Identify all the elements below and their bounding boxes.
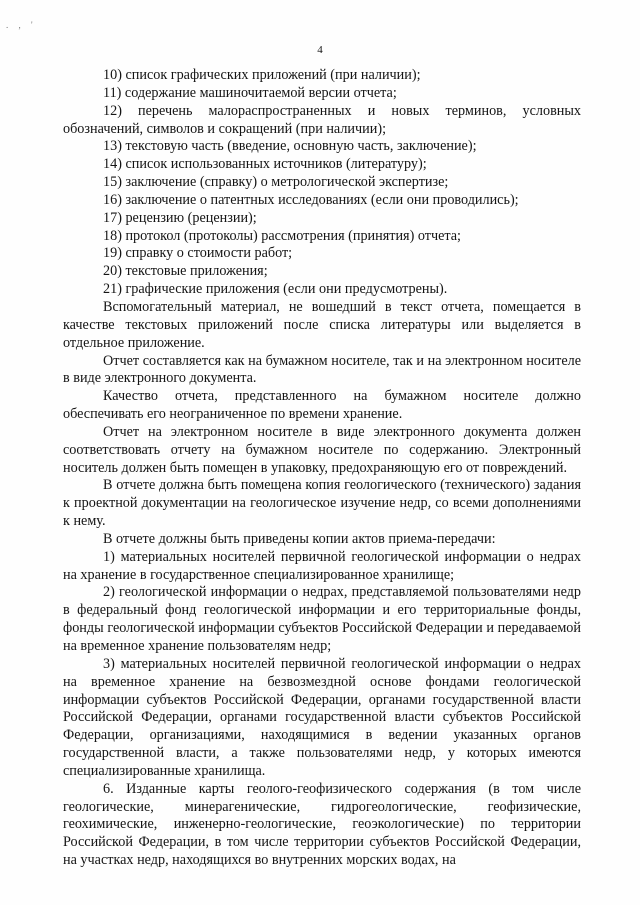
list-item-17: 17) рецензию (рецензии); [103,209,257,226]
paragraph-report-quality: Качество отчета, представленного на бумажном носителе должно обеспечивать его неограниченное по времени хранение. [63,388,581,423]
list-item-21: 21) графические приложения (если они предусмотрены). [103,281,448,298]
document-body [63,67,581,870]
transfer-act-item-3: 3) материальных носителей первичной геологической информации о недрах на временное хранение на безвозмездной основе фондами геологической информации субъектов Российской Федерации, органами государственной власти Российской Федерации, органами государственной власти субъектов Российской Федерации, организациями, находящимися в ведении указанных органов государственной власти, а также пользователями недр, у которых имеются специализированные хранилища. [63,655,581,779]
transfer-act-item-2: 2) геологической информации о недрах, представляемой пользователями недр в федеральный фонд геологической информации и его территориальные фонды, фонды геологической информации субъектов Российской Федерации и передаваемой на временное хранение пользователям недр; [63,584,581,654]
paragraph-auxiliary-material: Вспомогательный материал, не вошедший в текст отчета, помещается в качестве текстовых приложений после списка литературы или выделяется в отдельное приложение. [63,298,581,351]
paragraph-assignment-copy: В отчете должна быть помещена копия геологического (технического) задания к проектной документации на геологическое изучение недр, со всеми дополнениями к нему. [63,477,581,530]
list-item-19: 19) справку о стоимости работ; [103,245,293,262]
page-number: 4 [317,44,323,56]
list-item-12: 12) перечень малораспространенных и новых терминов, условных обозначений, символов и сокращений (при наличии); [63,102,581,137]
list-item-18: 18) протокол (протоколы) рассмотрения (принятия) отчета; [103,227,462,244]
section-6-published-maps: 6. Изданные карты геолого-геофизического содержания (в том числе геологические, минерагенические, гидрогеологические, геофизические, геохимические, инженерно-геологические, геоэкологические) по территории Российской Федерации, в том числе территории субъектов Российской Федерации, на участках недр, находящихся во внутренних морских водах, на [63,780,581,869]
paragraph-electronic-report: Отчет на электронном носителе в виде электронного документа должен соответствовать отчету на бумажном носителе по содержанию. Электронный носитель должен быть помещен в упаковку, предохраняющую его от повреждений. [63,423,581,476]
list-item-13: 13) текстовую часть (введение, основную часть, заключение); [103,138,477,155]
list-item-15: 15) заключение (справку) о метрологической экспертизе; [103,174,449,191]
list-item-11: 11) содержание машиночитаемой версии отчета; [103,84,397,101]
list-item-16: 16) заключение о патентных исследованиях (если они проводились); [103,191,519,208]
scan-artifact-marks: . , ' [6,20,37,30]
list-item-10: 10) список графических приложений (при наличии); [103,67,421,83]
paragraph-report-media: Отчет составляется как на бумажном носителе, так и на электронном носителе в виде электронного документа. [63,352,581,387]
paragraph-transfer-acts: В отчете должны быть приведены копии актов приема-передачи: [103,530,496,547]
list-item-20: 20) текстовые приложения; [103,263,268,280]
transfer-act-item-1: 1) материальных носителей первичной геологической информации о недрах на хранение в государственное специализированное хранилище; [63,548,581,583]
list-item-14: 14) список использованных источников (литературу); [103,156,427,173]
